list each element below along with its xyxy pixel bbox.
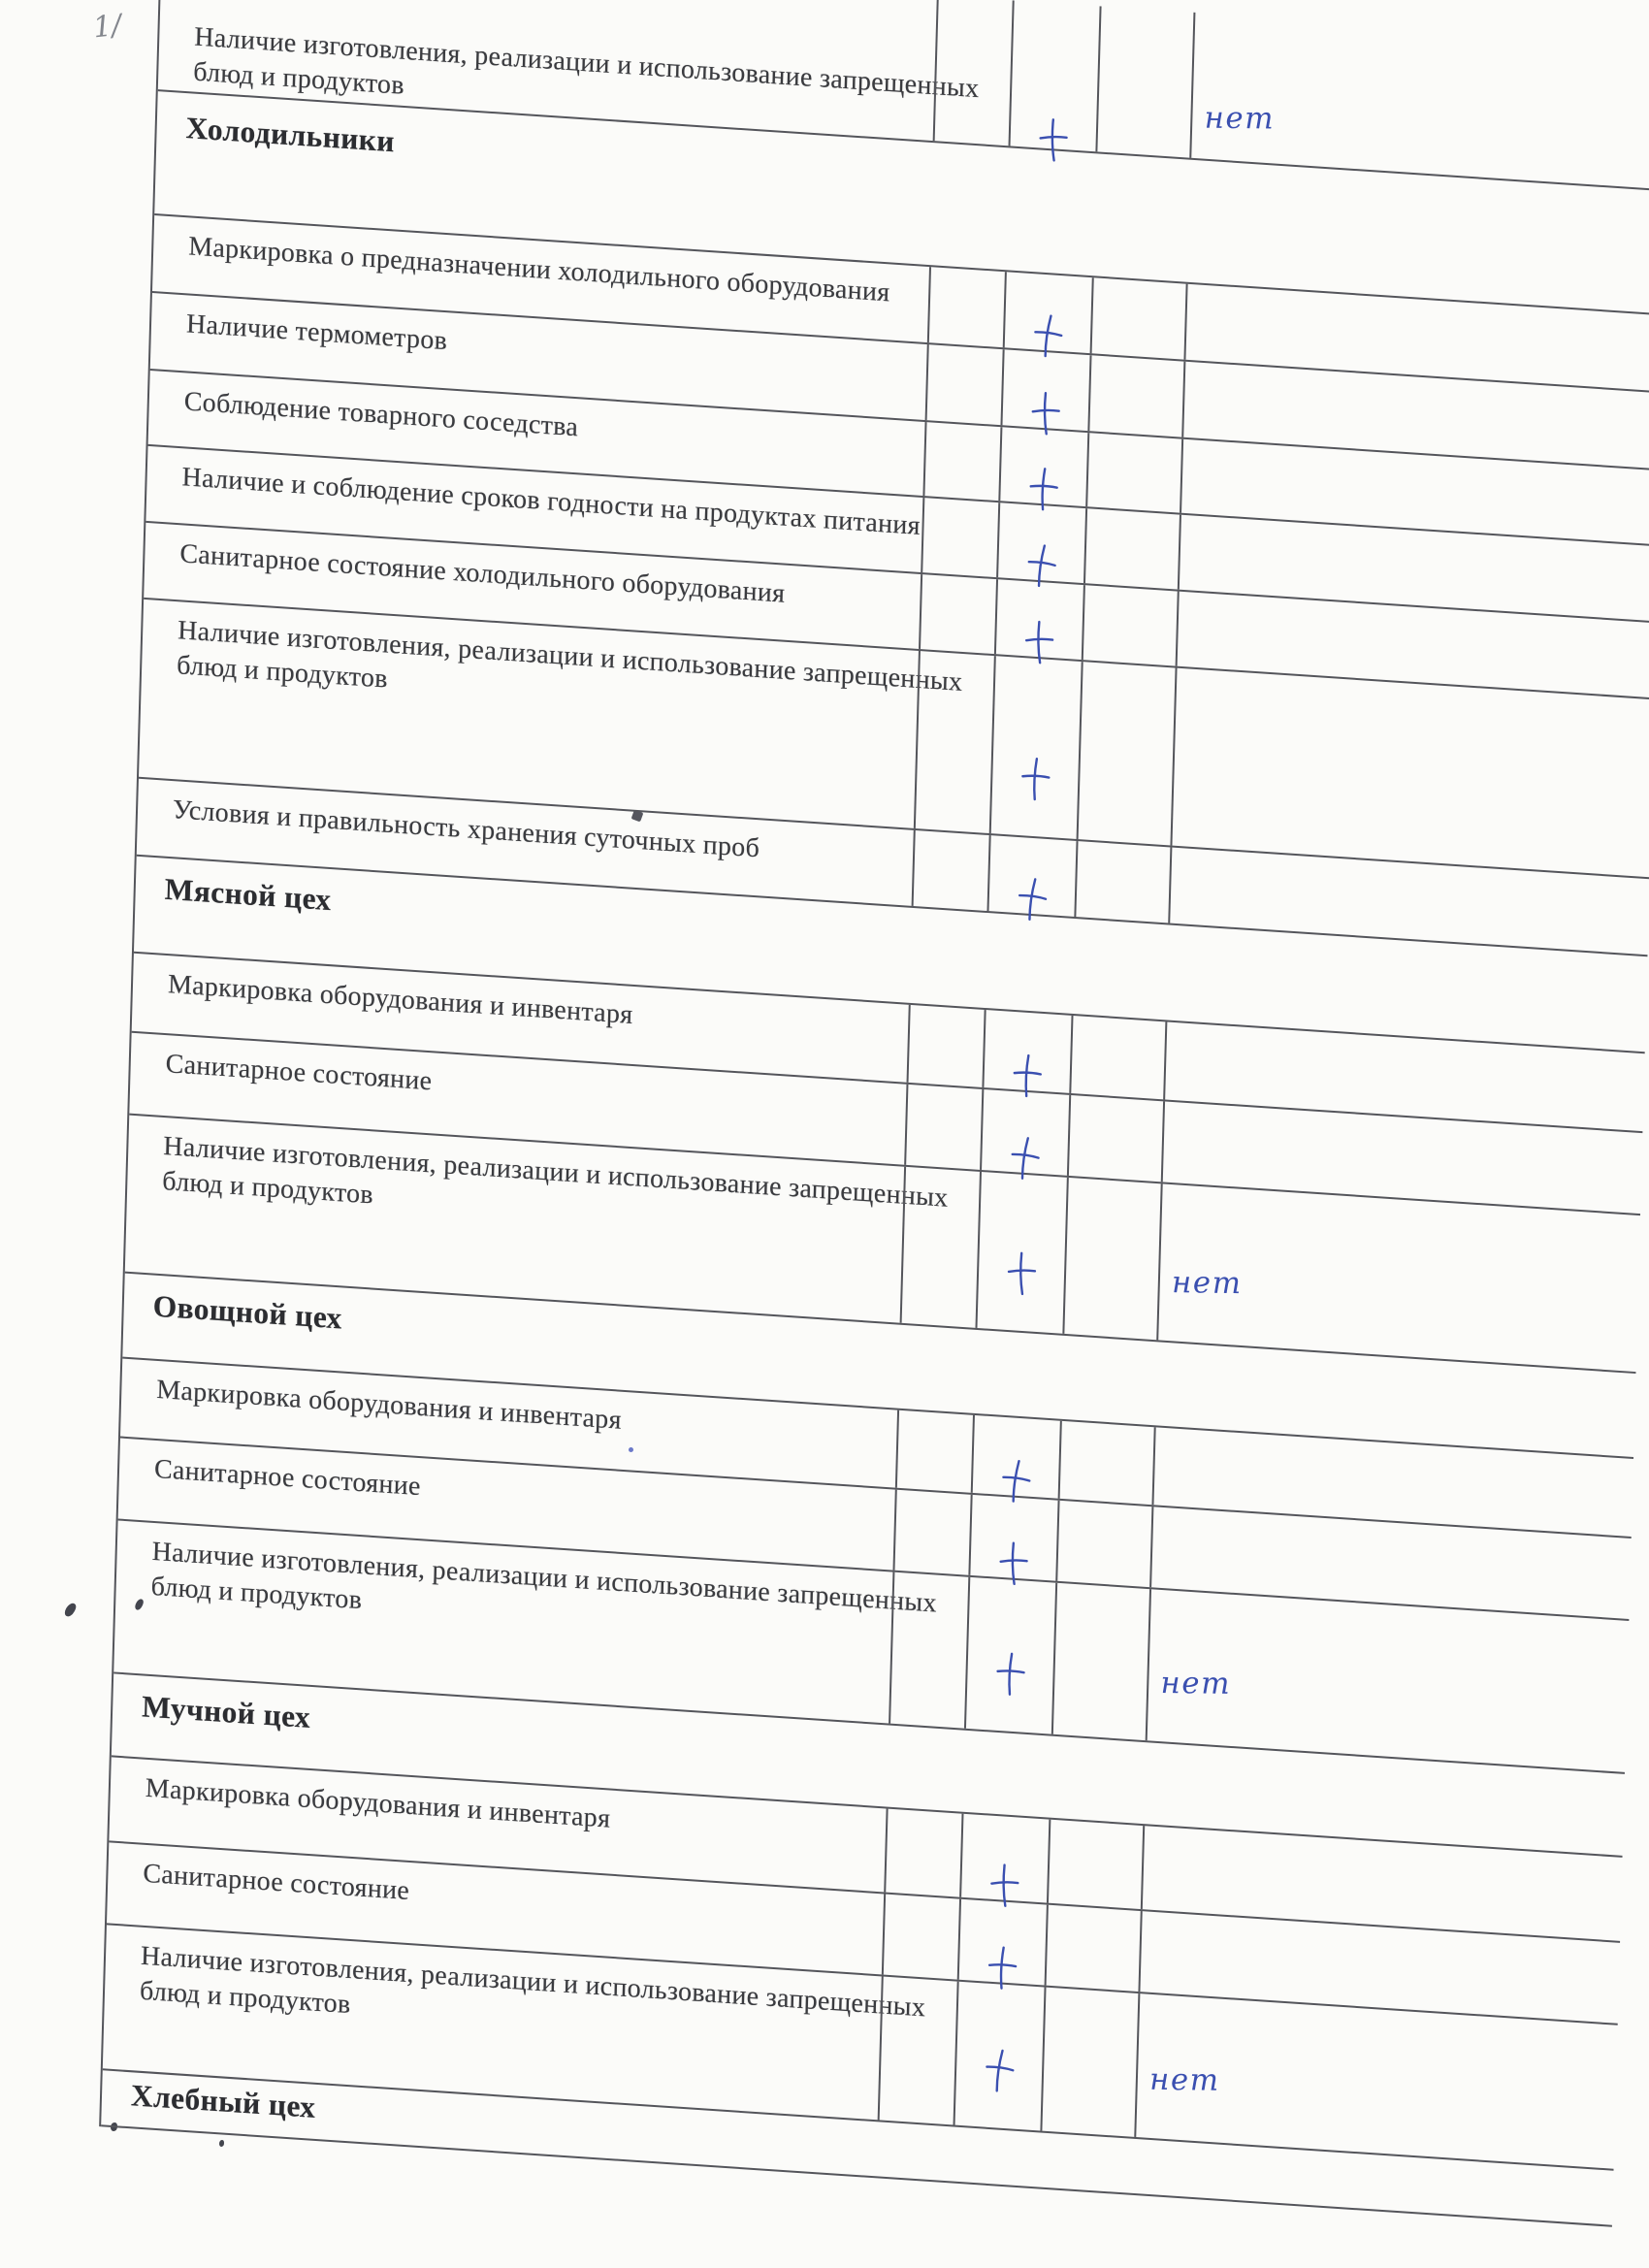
row-label: Наличие изготовления, реализации и использование запрещенных блюд и продуктов <box>192 21 980 105</box>
mark-cell <box>925 344 1003 425</box>
mark-cell <box>900 1167 980 1328</box>
mark-cell <box>1074 841 1170 923</box>
mark-cell <box>996 502 1085 583</box>
mark-cell <box>964 1577 1055 1734</box>
mark-cell <box>1047 1820 1143 1909</box>
mark-cell <box>889 1572 968 1729</box>
mark-cell <box>1170 668 1649 878</box>
mark-cell <box>1134 1993 1617 2169</box>
mark-cell <box>1000 349 1089 431</box>
section-header-label: Хлебный цех <box>130 2078 316 2124</box>
mark-cell <box>1156 1183 1640 1372</box>
mark-cell <box>1009 0 1100 151</box>
mark-cell <box>1077 662 1176 845</box>
row-label: Маркировка о предназначении холодильного оборудования <box>187 231 890 308</box>
row-label: Маркировка оборудования и инвентаря <box>145 1772 611 1834</box>
net-annotation: нет <box>1171 1265 1243 1302</box>
mark-cell <box>1003 272 1092 353</box>
mark-cell <box>998 427 1087 506</box>
row-label: Наличие изготовления, реализации и использование запрещенных блюд и продуктов <box>176 615 963 697</box>
mark-cell <box>986 835 1076 917</box>
table <box>99 0 1649 2227</box>
mark-cell <box>884 1808 961 1896</box>
row-label: Наличие и соблюдение сроков годности на продуктах питания <box>181 462 922 541</box>
mark-cell <box>921 498 998 577</box>
mark-cell <box>1095 6 1193 157</box>
mark-cell <box>1040 1988 1138 2137</box>
ink-speck <box>63 1602 78 1618</box>
row-label: Маркировка оборудования и инвентаря <box>167 969 633 1030</box>
net-annotation: нет <box>1159 1665 1232 1701</box>
row-label: Условия и правильность хранения суточных проб <box>172 794 760 864</box>
mark-cell <box>957 1899 1047 1986</box>
row-label: Наличие термометров <box>185 308 448 357</box>
mark-cell <box>959 1814 1049 1903</box>
section-header-label: Мясной цех <box>164 871 332 918</box>
mark-cell <box>922 422 1000 501</box>
plus-mark <box>1003 1248 1039 1299</box>
mark-cell <box>982 1010 1071 1093</box>
mark-cell <box>878 1976 957 2124</box>
mark-cell <box>919 574 996 654</box>
corner-handwritten-mark: 1/ <box>91 8 123 46</box>
row-label: Санитарное состояние <box>153 1453 422 1503</box>
row-label: Наличие изготовления, реализации и использование запрещенных блюд и продуктов <box>150 1536 938 1619</box>
mark-cell <box>968 1495 1057 1581</box>
mark-cell <box>882 1894 959 1979</box>
row-label: Санитарное состояние холодильного оборудования <box>179 538 786 609</box>
mark-cell <box>1146 1589 1630 1772</box>
mark-cell <box>912 830 989 911</box>
row-label: Наличие изготовления, реализации и использование запрещенных блюд и продуктов <box>139 1940 926 2024</box>
plus-mark <box>992 1649 1028 1700</box>
mark-cell <box>1083 508 1180 589</box>
mark-cell <box>971 1415 1060 1499</box>
mark-cell <box>980 1089 1069 1176</box>
mark-cell <box>1067 1095 1163 1182</box>
row-label: Соблюдение товарного соседства <box>183 386 579 443</box>
section-header-label: Мучной цех <box>141 1689 311 1734</box>
mark-cell <box>1085 433 1181 512</box>
mark-cell <box>1058 1421 1154 1505</box>
section-header-label: Овощной цех <box>152 1288 343 1336</box>
mark-cell <box>994 579 1083 660</box>
mark-cell <box>914 651 994 833</box>
row-label: Наличие изготовления, реализации и использование запрещенных блюд и продуктов <box>161 1131 949 1214</box>
mark-cell <box>895 1410 973 1493</box>
row-label: Санитарное состояние <box>143 1858 410 1906</box>
mark-cell <box>904 1085 982 1170</box>
net-annotation: нет <box>1148 2061 1220 2098</box>
mark-cell <box>1082 585 1178 665</box>
mark-cell <box>1090 277 1186 359</box>
row-label: Санитарное состояние <box>165 1049 433 1097</box>
mark-cell <box>1051 1583 1149 1740</box>
net-annotation: нет <box>1204 100 1276 137</box>
mark-cell <box>1045 1905 1141 1992</box>
mark-cell <box>892 1490 970 1575</box>
mark-cell <box>989 656 1082 839</box>
section-header-label: Холодильники <box>185 111 396 159</box>
mark-cell <box>933 0 1013 146</box>
mark-cell <box>927 267 1005 347</box>
mark-cell <box>954 1982 1045 2131</box>
mark-cell <box>1087 355 1183 437</box>
row-label: Маркировка оборудования и инвентаря <box>155 1374 623 1436</box>
mark-cell <box>907 1005 985 1087</box>
mark-cell <box>1055 1501 1151 1587</box>
mark-cell <box>1062 1178 1160 1340</box>
plus-mark <box>981 2045 1017 2095</box>
plus-mark <box>1018 754 1053 804</box>
mark-cell <box>975 1172 1066 1334</box>
mark-cell <box>1069 1016 1165 1099</box>
mark-cell <box>1189 13 1649 190</box>
ink-speck <box>219 2140 224 2147</box>
